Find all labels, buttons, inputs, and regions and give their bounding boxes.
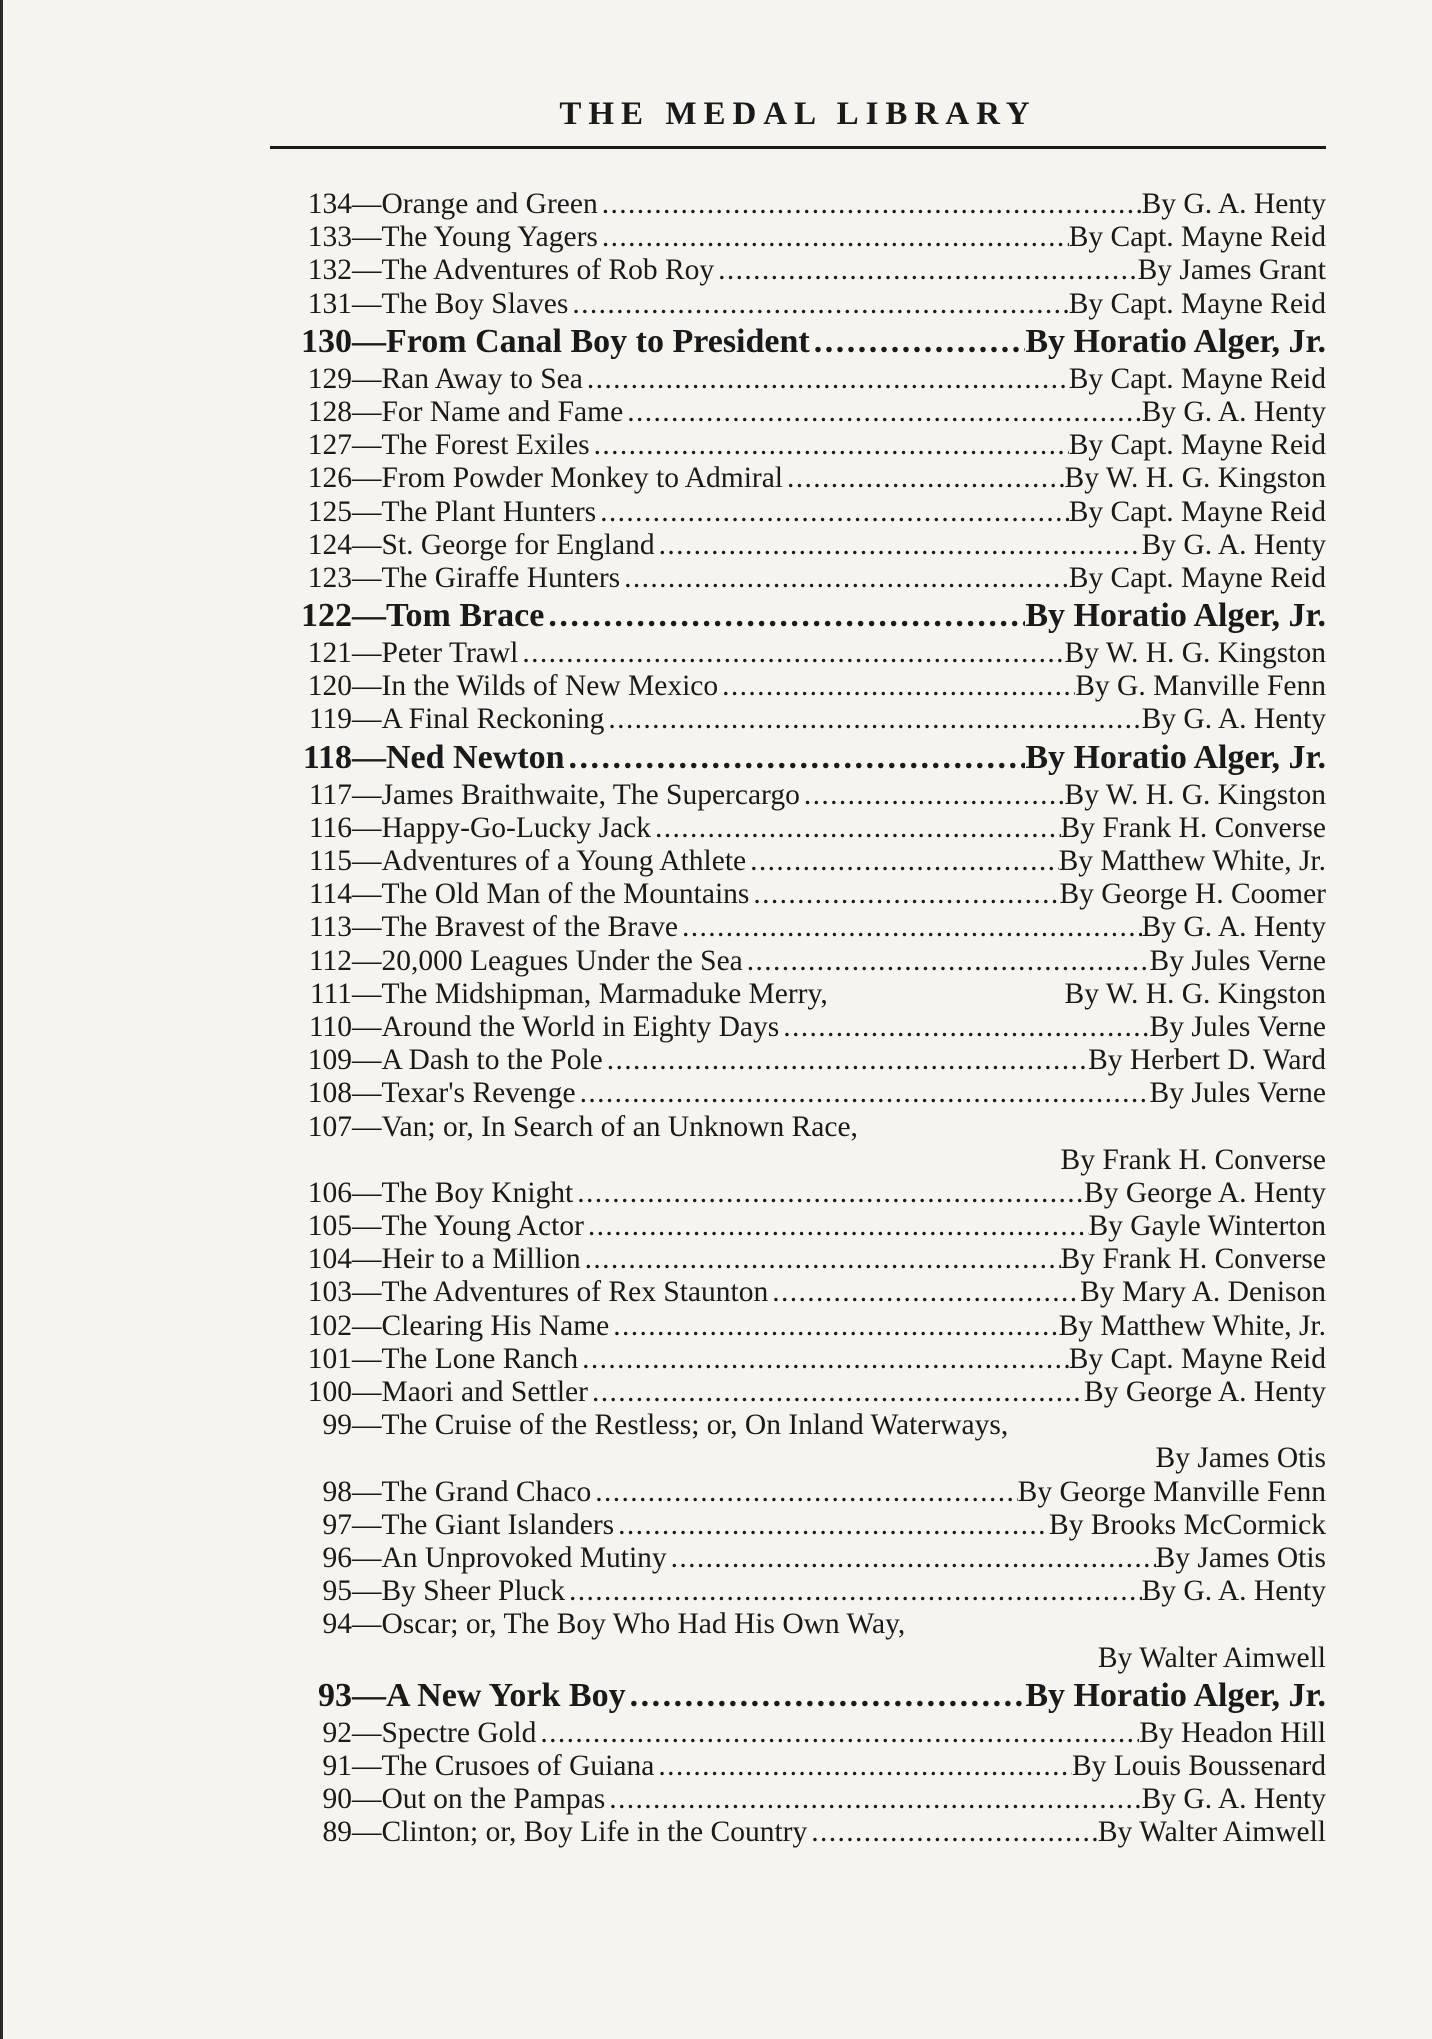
list-item bbox=[270, 1376, 1326, 1409]
dot-leader bbox=[651, 812, 1061, 845]
entry-title: By Sheer Pluck bbox=[381, 1575, 566, 1608]
entry-number: 110 bbox=[308, 1010, 352, 1043]
list-item bbox=[270, 1476, 1326, 1509]
entry-author: By G. A. Henty bbox=[1141, 528, 1326, 561]
entry-author: By Horatio Alger, Jr. bbox=[1025, 322, 1326, 360]
dot-leader bbox=[596, 496, 1069, 529]
entry-author: By George Manville Fenn bbox=[1017, 1475, 1326, 1508]
list-item bbox=[270, 1310, 1326, 1343]
list-item bbox=[270, 1276, 1326, 1309]
entry-author: By Headon Hill bbox=[1139, 1716, 1326, 1749]
entry-author: By G. A. Henty bbox=[1141, 703, 1326, 736]
entry-number: 104 bbox=[307, 1243, 352, 1276]
entry-number: 122 bbox=[301, 597, 352, 635]
entry-title: The Boy Knight bbox=[381, 1176, 574, 1209]
entry-dash: — bbox=[352, 395, 382, 428]
entry-dash: — bbox=[352, 1676, 386, 1714]
entry-title: The Cruise of the Restless; or, On Inland Waterways, bbox=[381, 1409, 1009, 1442]
entry-number: 125 bbox=[307, 495, 352, 528]
dot-leader bbox=[603, 1044, 1088, 1077]
entry-title: The Crusoes of Guiana bbox=[381, 1749, 655, 1782]
entry-author: By Jules Verne bbox=[1149, 1077, 1326, 1110]
entry-dash: — bbox=[352, 1077, 382, 1110]
entry-number: 101 bbox=[307, 1342, 352, 1375]
entry-number: 106 bbox=[307, 1176, 352, 1209]
list-item bbox=[270, 812, 1326, 845]
entry-title: For Name and Fame bbox=[381, 395, 624, 428]
entry-number: 131 bbox=[307, 287, 352, 320]
entry-author: By G. Manville Fenn bbox=[1075, 670, 1326, 703]
entry-title: The Forest Exiles bbox=[381, 429, 590, 462]
entry-dash: — bbox=[352, 1816, 382, 1849]
entry-dash: — bbox=[352, 878, 382, 911]
entry-title: From Canal Boy to President bbox=[386, 322, 810, 360]
entry-author: By Capt. Mayne Reid bbox=[1068, 495, 1326, 528]
list-item bbox=[270, 1575, 1326, 1608]
entry-dash: — bbox=[352, 221, 382, 254]
entry-author: By Frank H. Converse bbox=[1060, 1243, 1326, 1276]
entry-title: An Unprovoked Mutiny bbox=[381, 1541, 667, 1574]
entry-author: By G. A. Henty bbox=[1141, 188, 1326, 220]
dot-leader bbox=[667, 1542, 1156, 1575]
entry-author: By George A. Henty bbox=[1084, 1376, 1326, 1408]
list-item bbox=[270, 703, 1326, 736]
entry-title: Spectre Gold bbox=[381, 1716, 537, 1749]
entry-dash: — bbox=[352, 1541, 382, 1574]
entry-title: The Adventures of Rob Roy bbox=[381, 254, 715, 287]
entry-dash: — bbox=[352, 1243, 382, 1276]
entry-title: The Bravest of the Brave bbox=[381, 911, 679, 944]
list-item bbox=[270, 254, 1326, 287]
entry-author: By G. A. Henty bbox=[1141, 911, 1326, 944]
entry-number: 107 bbox=[307, 1110, 352, 1143]
entry-dash: — bbox=[352, 1276, 382, 1309]
entry-dash: — bbox=[352, 944, 382, 977]
dot-leader bbox=[590, 429, 1069, 462]
entry-dash: — bbox=[352, 528, 382, 561]
entry-author: By Capt. Mayne Reid bbox=[1068, 221, 1326, 254]
entry-title: The Young Actor bbox=[381, 1210, 584, 1243]
dot-leader bbox=[678, 911, 1142, 944]
entry-title: Happy-Go-Lucky Jack bbox=[381, 811, 652, 844]
entry-number: 108 bbox=[307, 1077, 352, 1110]
dot-leader bbox=[584, 1210, 1089, 1243]
list-item bbox=[270, 1783, 1326, 1816]
list-item bbox=[270, 1111, 1326, 1144]
list-item bbox=[270, 1044, 1326, 1077]
entry-number: 114 bbox=[308, 878, 352, 911]
book-list bbox=[270, 188, 1326, 1849]
entry-title: Out on the Pampas bbox=[381, 1783, 606, 1816]
entry-author: By G. A. Henty bbox=[1141, 1783, 1326, 1816]
entry-author: By Capt. Mayne Reid bbox=[1068, 287, 1326, 320]
entry-dash: — bbox=[352, 1508, 382, 1541]
entry-dash: — bbox=[352, 1749, 382, 1782]
entry-title: The Giant Islanders bbox=[381, 1508, 615, 1541]
list-item bbox=[270, 1542, 1326, 1575]
dot-leader bbox=[598, 188, 1142, 221]
entry-author-line bbox=[270, 1642, 1326, 1675]
entry-number: 132 bbox=[307, 254, 352, 287]
entry-number: 100 bbox=[307, 1376, 352, 1408]
dot-leader bbox=[768, 1276, 1080, 1309]
entry-number: 112 bbox=[308, 944, 352, 977]
dot-leader bbox=[564, 737, 1025, 779]
dot-leader bbox=[718, 670, 1075, 703]
entry-author-line bbox=[270, 1442, 1326, 1475]
entry-dash: — bbox=[352, 1716, 382, 1749]
entry-author: By Louis Boussenard bbox=[1071, 1749, 1326, 1782]
dot-leader bbox=[779, 1011, 1149, 1044]
list-item bbox=[270, 637, 1326, 670]
entry-number: 90 bbox=[322, 1783, 352, 1816]
dot-leader bbox=[581, 1243, 1061, 1276]
entry-title: Around the World in Eighty Days bbox=[381, 1010, 780, 1043]
list-item bbox=[270, 562, 1326, 595]
entry-author: By James Otis bbox=[1155, 1541, 1326, 1574]
list-item bbox=[270, 845, 1326, 878]
entry-number: 111 bbox=[309, 977, 352, 1010]
entry-number: 128 bbox=[307, 395, 352, 428]
entry-dash: — bbox=[352, 1376, 382, 1408]
list-item bbox=[270, 737, 1326, 779]
entry-dash: — bbox=[352, 1608, 382, 1641]
entry-title: The Midshipman, Marmaduke Merry, bbox=[381, 977, 828, 1010]
dot-leader bbox=[591, 1476, 1017, 1509]
dot-leader bbox=[626, 1675, 1026, 1717]
entry-author: By G. A. Henty bbox=[1141, 395, 1326, 428]
entry-number: 103 bbox=[307, 1276, 352, 1309]
entry-author: By W. H. G. Kingston bbox=[1064, 977, 1326, 1010]
entry-author: By W. H. G. Kingston bbox=[1064, 462, 1326, 495]
entry-title: The Young Yagers bbox=[381, 221, 598, 254]
dot-leader bbox=[743, 945, 1150, 978]
dot-leader bbox=[714, 254, 1137, 287]
entry-title: The Old Man of the Mountains bbox=[381, 878, 750, 911]
dot-leader bbox=[654, 1750, 1072, 1783]
entry-dash: — bbox=[352, 254, 382, 287]
entry-dash: — bbox=[352, 188, 382, 220]
dot-leader bbox=[565, 1575, 1142, 1608]
entry-dash: — bbox=[352, 1044, 382, 1077]
entry-title: Adventures of a Young Athlete bbox=[381, 845, 747, 877]
entry-number: 124 bbox=[307, 528, 352, 561]
entry-title: The Adventures of Rex Staunton bbox=[381, 1276, 769, 1309]
dot-leader bbox=[578, 1343, 1069, 1376]
entry-number: 96 bbox=[322, 1541, 352, 1574]
entry-dash: — bbox=[352, 911, 382, 944]
entry-dash: — bbox=[352, 977, 382, 1010]
page-edge bbox=[0, 0, 3, 2039]
entry-title: The Grand Chaco bbox=[381, 1475, 592, 1508]
entry-author: By Frank H. Converse bbox=[1060, 811, 1326, 844]
dot-leader bbox=[746, 845, 1058, 878]
list-item bbox=[270, 496, 1326, 529]
entry-title: Tom Brace bbox=[386, 597, 545, 635]
entry-number: 133 bbox=[307, 221, 352, 254]
dot-leader bbox=[544, 595, 1025, 637]
entry-number: 118 bbox=[302, 738, 352, 776]
entry-title: 20,000 Leagues Under the Sea bbox=[381, 944, 743, 977]
entry-title: A Dash to the Pole bbox=[381, 1044, 603, 1077]
header-rule bbox=[270, 146, 1326, 149]
list-item bbox=[270, 1077, 1326, 1110]
entry-dash: — bbox=[352, 597, 386, 635]
dot-leader bbox=[783, 462, 1065, 495]
entry-author: By Brooks McCormick bbox=[1049, 1508, 1326, 1541]
entry-number: 123 bbox=[307, 561, 352, 594]
list-item bbox=[270, 911, 1326, 944]
entry-dash: — bbox=[352, 322, 386, 360]
list-item bbox=[270, 363, 1326, 396]
entry-title: Heir to a Million bbox=[381, 1243, 581, 1276]
dot-leader bbox=[588, 1376, 1084, 1409]
entry-title: James Braithwaite, The Supercargo bbox=[381, 778, 800, 811]
entry-number: 98 bbox=[322, 1475, 352, 1508]
entry-dash: — bbox=[352, 1409, 382, 1442]
dot-leader bbox=[598, 221, 1069, 254]
entry-dash: — bbox=[352, 429, 382, 462]
dot-leader bbox=[573, 1177, 1084, 1210]
entry-title: Oscar; or, The Boy Who Had His Own Way, bbox=[381, 1608, 906, 1641]
entry-number: 126 bbox=[307, 462, 352, 495]
entry-author-line bbox=[270, 1144, 1326, 1177]
dot-leader bbox=[620, 562, 1069, 595]
entry-dash: — bbox=[352, 1210, 382, 1243]
dot-leader bbox=[576, 1077, 1150, 1110]
dot-leader bbox=[800, 779, 1065, 812]
list-item bbox=[270, 429, 1326, 462]
entry-dash: — bbox=[352, 495, 382, 528]
list-item bbox=[270, 462, 1326, 495]
entry-dash: — bbox=[352, 1110, 382, 1143]
entry-number: 105 bbox=[307, 1210, 352, 1243]
entry-dash: — bbox=[352, 811, 382, 844]
entry-title: Texar's Revenge bbox=[381, 1077, 576, 1110]
entry-title: The Lone Ranch bbox=[381, 1342, 579, 1375]
entry-dash: — bbox=[352, 1176, 382, 1209]
entry-number: 130 bbox=[301, 322, 352, 360]
list-item bbox=[270, 945, 1326, 978]
entry-author: By Frank H. Converse bbox=[1060, 1143, 1326, 1176]
entry-author: By G. A. Henty bbox=[1141, 1575, 1326, 1608]
list-item bbox=[270, 1608, 1326, 1641]
entry-number: 121 bbox=[307, 637, 352, 670]
entry-title: St. George for England bbox=[381, 528, 655, 561]
entry-author: By Jules Verne bbox=[1149, 1010, 1326, 1043]
entry-dash: — bbox=[352, 287, 382, 320]
entry-author: By Horatio Alger, Jr. bbox=[1025, 597, 1326, 635]
entry-number: 129 bbox=[307, 362, 352, 395]
entry-number: 97 bbox=[322, 1508, 352, 1541]
entry-title: Peter Trawl bbox=[381, 637, 519, 670]
entry-dash: — bbox=[352, 1010, 382, 1043]
entry-dash: — bbox=[352, 1475, 382, 1508]
entry-title: Ran Away to Sea bbox=[381, 362, 583, 395]
entry-title: The Plant Hunters bbox=[381, 495, 597, 528]
entry-number: 117 bbox=[308, 778, 352, 811]
entry-title: In the Wilds of New Mexico bbox=[381, 670, 719, 703]
list-item bbox=[270, 221, 1326, 254]
list-item bbox=[270, 188, 1326, 221]
entry-author: By Mary A. Denison bbox=[1080, 1276, 1326, 1309]
entry-number: 92 bbox=[322, 1716, 352, 1749]
list-item bbox=[270, 1011, 1326, 1044]
entry-dash: — bbox=[352, 462, 382, 495]
entry-author: By Matthew White, Jr. bbox=[1058, 845, 1326, 877]
list-item bbox=[270, 670, 1326, 703]
entry-title: Ned Newton bbox=[386, 738, 565, 776]
entry-number: 102 bbox=[307, 1309, 352, 1342]
entry-author: By Walter Aimwell bbox=[1097, 1641, 1326, 1674]
list-item bbox=[270, 1717, 1326, 1750]
entry-number: 91 bbox=[322, 1749, 352, 1782]
entry-author: By Horatio Alger, Jr. bbox=[1025, 1676, 1326, 1714]
entry-title: Clearing His Name bbox=[381, 1309, 610, 1342]
list-item bbox=[270, 1210, 1326, 1243]
entry-title: Maori and Settler bbox=[381, 1376, 588, 1408]
page-header: THE MEDAL LIBRARY bbox=[559, 96, 1037, 132]
entry-title: A Final Reckoning bbox=[381, 703, 605, 736]
entry-author: By Gayle Winterton bbox=[1088, 1210, 1326, 1243]
entry-author: By Capt. Mayne Reid bbox=[1068, 561, 1326, 594]
entry-title: Van; or, In Search of an Unknown Race, bbox=[381, 1110, 858, 1143]
entry-number: 113 bbox=[308, 911, 352, 944]
list-item bbox=[270, 1243, 1326, 1276]
entry-dash: — bbox=[352, 845, 382, 877]
entry-author: By James Otis bbox=[1155, 1442, 1326, 1475]
entry-author: By George H. Coomer bbox=[1059, 878, 1326, 911]
entry-number: 116 bbox=[308, 811, 352, 844]
entry-dash: — bbox=[352, 637, 382, 670]
entry-author: By James Grant bbox=[1137, 254, 1326, 287]
list-item bbox=[270, 1509, 1326, 1542]
entry-number: 109 bbox=[307, 1044, 352, 1077]
entry-dash: — bbox=[352, 1783, 382, 1816]
entry-number: 89 bbox=[322, 1816, 352, 1849]
entry-number: 127 bbox=[307, 429, 352, 462]
entry-title: From Powder Monkey to Admiral bbox=[381, 462, 784, 495]
entry-number: 93 bbox=[318, 1676, 352, 1714]
dot-leader bbox=[614, 1509, 1049, 1542]
entry-author: By Capt. Mayne Reid bbox=[1068, 362, 1326, 395]
list-item bbox=[270, 321, 1326, 363]
dot-leader bbox=[749, 878, 1059, 911]
list-item bbox=[270, 1343, 1326, 1376]
dot-leader bbox=[810, 321, 1026, 363]
entry-number: 99 bbox=[322, 1409, 352, 1442]
dot-leader bbox=[623, 396, 1141, 429]
dot-leader bbox=[609, 1310, 1058, 1343]
entry-number: 119 bbox=[308, 703, 352, 736]
entry-number: 134 bbox=[307, 188, 352, 220]
entry-title: The Boy Slaves bbox=[381, 287, 569, 320]
list-item bbox=[270, 1816, 1326, 1849]
list-item bbox=[270, 595, 1326, 637]
dot-leader bbox=[583, 363, 1069, 396]
list-item bbox=[270, 978, 1326, 1011]
entry-number: 95 bbox=[322, 1575, 352, 1608]
list-item bbox=[270, 529, 1326, 562]
entry-dash: — bbox=[352, 1575, 382, 1608]
entry-author: By Horatio Alger, Jr. bbox=[1025, 738, 1326, 776]
list-item bbox=[270, 1177, 1326, 1210]
entry-number: 120 bbox=[307, 670, 352, 703]
list-item bbox=[270, 878, 1326, 911]
entry-author: By W. H. G. Kingston bbox=[1064, 778, 1326, 811]
entry-number: 115 bbox=[308, 845, 352, 877]
list-item bbox=[270, 396, 1326, 429]
entry-dash: — bbox=[352, 1309, 382, 1342]
entry-dash: — bbox=[352, 778, 382, 811]
list-item bbox=[270, 779, 1326, 812]
list-item bbox=[270, 1675, 1326, 1717]
entry-author: By Capt. Mayne Reid bbox=[1068, 1342, 1326, 1375]
entry-author: By Herbert D. Ward bbox=[1088, 1044, 1326, 1077]
dot-leader bbox=[518, 637, 1064, 670]
dot-leader bbox=[568, 288, 1068, 321]
entry-dash: — bbox=[352, 670, 382, 703]
entry-author: By Walter Aimwell bbox=[1097, 1816, 1326, 1849]
entry-title: A New York Boy bbox=[386, 1676, 626, 1714]
entry-author: By Matthew White, Jr. bbox=[1058, 1309, 1326, 1342]
entry-author: By W. H. G. Kingston bbox=[1064, 637, 1326, 670]
entry-dash: — bbox=[352, 561, 382, 594]
dot-leader bbox=[605, 1783, 1141, 1816]
dot-leader bbox=[807, 1816, 1098, 1849]
entry-dash: — bbox=[352, 362, 382, 395]
entry-author: By George A. Henty bbox=[1084, 1176, 1326, 1209]
dot-leader bbox=[536, 1717, 1139, 1750]
entry-title: The Giraffe Hunters bbox=[381, 561, 621, 594]
entry-dash: — bbox=[352, 1342, 382, 1375]
entry-author: By Capt. Mayne Reid bbox=[1068, 429, 1326, 462]
dot-leader bbox=[604, 703, 1141, 736]
entry-title: Orange and Green bbox=[381, 188, 598, 220]
entry-dash: — bbox=[352, 703, 382, 736]
entry-number: 94 bbox=[322, 1608, 352, 1641]
list-item bbox=[270, 1409, 1326, 1442]
list-item bbox=[270, 288, 1326, 321]
dot-leader bbox=[655, 529, 1142, 562]
entry-author: By Jules Verne bbox=[1149, 944, 1326, 977]
list-item bbox=[270, 1750, 1326, 1783]
entry-dash: — bbox=[352, 738, 386, 776]
entry-title: Clinton; or, Boy Life in the Country bbox=[381, 1816, 808, 1849]
